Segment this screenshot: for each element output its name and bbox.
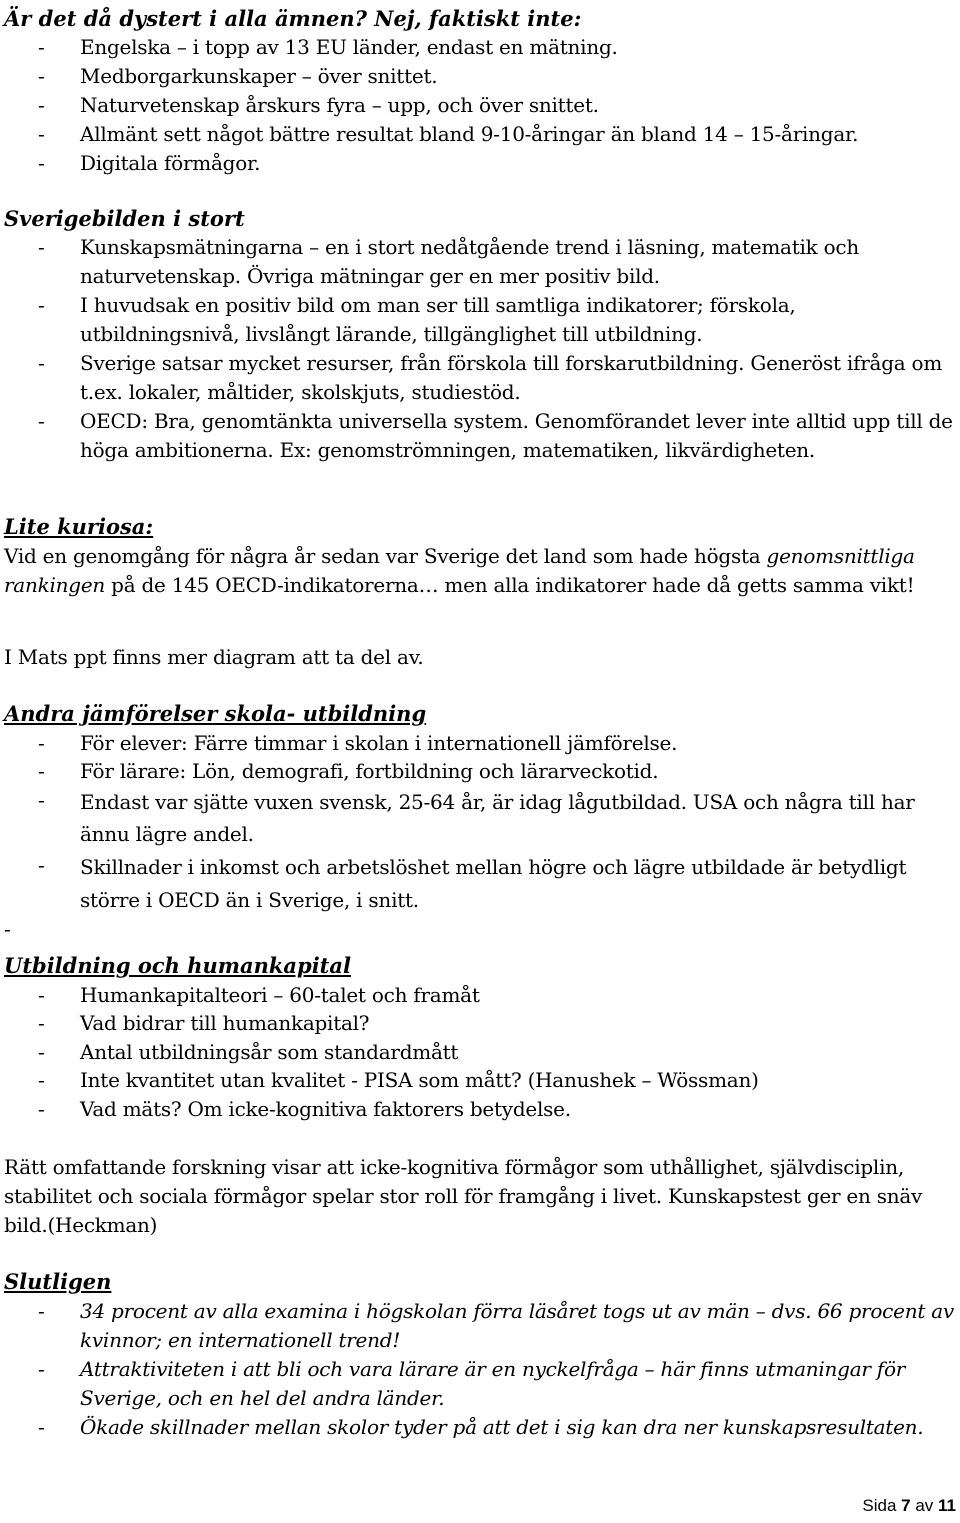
bullet-dash: -	[38, 409, 45, 433]
list-item: Medborgarkunskaper – över snittet.	[80, 64, 438, 88]
bullet-dash: -	[4, 917, 11, 941]
list-item: Ökade skillnader mellan skolor tyder på att det i sig kan dra ner kunskapsresultaten.	[80, 1415, 924, 1439]
footer-prefix: Sida	[862, 1496, 902, 1515]
bullet-dash: -	[38, 1068, 45, 1092]
list-item: Engelska – i topp av 13 EU länder, endast en mätning.	[80, 35, 618, 59]
paragraph-text: på de 145 OECD-indikatorerna… men alla indikatorer hade då getts samma vikt!	[105, 573, 915, 597]
list-item: Kunskapsmätningarna – en i stort nedåtgående trend i läsning, matematik och naturvetenskap. Övriga mätningar ger en mer positiv bild.	[80, 235, 859, 288]
bullet-dash: -	[38, 235, 45, 259]
bullet-dash: -	[38, 1299, 45, 1323]
bullet-dash: -	[38, 731, 45, 755]
footer-middle: av	[910, 1496, 939, 1515]
list-item: Skillnader i inkomst och arbetslöshet mellan högre och lägre utbildade är betydligt större i OECD än i Sverige, i snitt.	[80, 855, 907, 912]
bullet-dash: -	[38, 1415, 45, 1439]
section-heading: Lite kuriosa:	[4, 514, 154, 539]
list-item: I huvudsak en positiv bild om man ser till samtliga indikatorer; förskola, utbildningsnivå, livslångt lärande, tillgänglighet till utbildning.	[80, 293, 796, 346]
bullet-dash: -	[38, 293, 45, 317]
list-item: Humankapitalteori – 60-talet och framåt	[80, 983, 480, 1007]
current-page-number: 7	[901, 1496, 911, 1515]
section-heading: Slutligen	[4, 1269, 112, 1294]
bullet-dash: -	[38, 64, 45, 88]
bullet-dash: -	[38, 983, 45, 1007]
section-heading: Andra jämförelser skola- utbildning	[4, 701, 427, 726]
list-item: För lärare: Lön, demografi, fortbildning och lärarveckotid.	[80, 759, 659, 783]
list-item: Vad mäts? Om icke-kognitiva faktorers betydelse.	[80, 1097, 571, 1121]
list-item: Allmänt sett något bättre resultat bland 9-10-åringar än bland 14 – 15-åringar.	[80, 122, 859, 146]
paragraph-text: Vid en genomgång för några år sedan var Sverige det land som hade högsta	[4, 544, 761, 568]
bullet-dash: -	[38, 788, 45, 812]
bullet-dash: -	[38, 1097, 45, 1121]
bullet-dash: -	[38, 35, 45, 59]
bullet-dash: -	[38, 122, 45, 146]
bullet-dash: -	[38, 853, 45, 877]
total-page-count: 11	[938, 1496, 956, 1515]
page-footer	[862, 1494, 956, 1518]
list-item: OECD: Bra, genomtänkta universella system. Genomförandet lever inte alltid upp till de höga ambitionerna. Ex: genomströmningen, matematiken, likvärdigheten.	[80, 409, 953, 462]
bullet-dash: -	[38, 351, 45, 375]
bullet-dash: -	[38, 759, 45, 783]
bullet-dash: -	[38, 1040, 45, 1064]
list-item: Vad bidrar till humankapital?	[80, 1011, 370, 1035]
list-item: Attraktiviteten i att bli och vara lärare är en nyckelfråga – här finns utmaningar för Sverige, och en hel del andra länder.	[80, 1357, 906, 1410]
list-item: Inte kvantitet utan kvalitet - PISA som mått? (Hanushek – Wössman)	[80, 1068, 759, 1092]
list-item: Naturvetenskap årskurs fyra – upp, och över snittet.	[80, 93, 599, 117]
paragraph: I Mats ppt finns mer diagram att ta del av.	[4, 645, 424, 669]
section-heading: Sverigebilden i stort	[4, 206, 245, 231]
bullet-dash: -	[38, 93, 45, 117]
bullet-dash: -	[38, 1011, 45, 1035]
bullet-dash: -	[38, 1357, 45, 1381]
paragraph: Rätt omfattande forskning visar att icke-kognitiva förmågor som uthållighet, självdisciplin, stabilitet och sociala förmågor spelar stor roll för framgång i livet. Kunskapstest ger en snäv bild.(Heckman)	[4, 1155, 923, 1237]
list-item: För elever: Färre timmar i skolan i internationell jämförelse.	[80, 731, 678, 755]
paragraph	[4, 542, 954, 600]
list-item: Antal utbildningsår som standardmått	[80, 1040, 459, 1064]
list-item: Endast var sjätte vuxen svensk, 25-64 år, är idag lågutbildad. USA och några till har ännu lägre andel.	[80, 790, 915, 846]
list-item: Sverige satsar mycket resurser, från förskola till forskarutbildning. Generöst ifråga om t.ex. lokaler, måltider, skolskjuts, studiestöd.	[80, 351, 943, 404]
list-item: 34 procent av alla examina i högskolan förra läsåret togs ut av män – dvs. 66 procent av kvinnor; en internationell trend!	[80, 1299, 954, 1352]
list-item: Digitala förmågor.	[80, 151, 261, 175]
bullet-dash: -	[38, 151, 45, 175]
section-heading: Utbildning och humankapital	[4, 953, 351, 978]
emphasis-text: genomsnittliga rankingen	[4, 544, 915, 597]
section-heading: Är det då dystert i alla ämnen? Nej, faktiskt inte:	[4, 6, 582, 31]
